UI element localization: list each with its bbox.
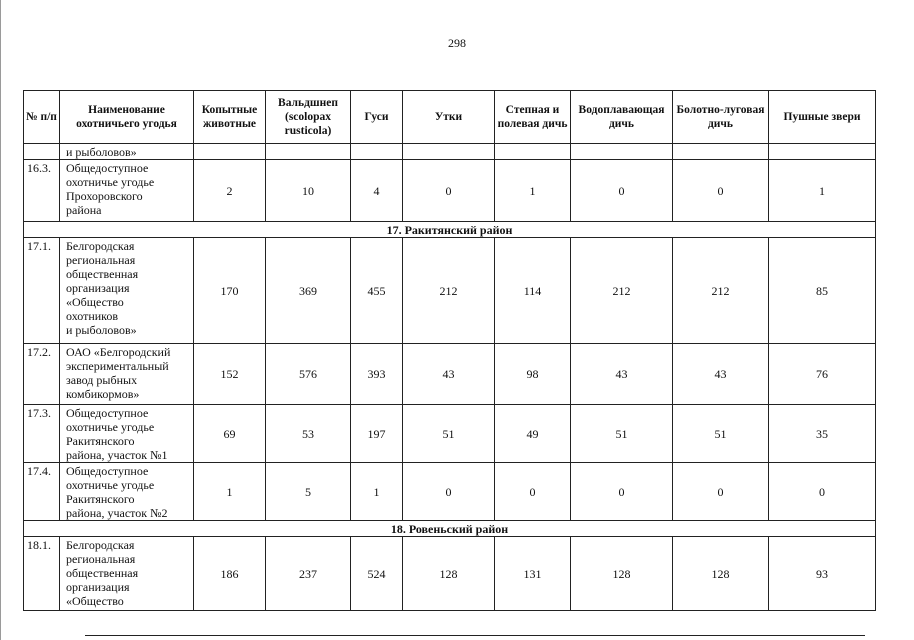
value-cell: 69 — [194, 405, 266, 463]
table-row — [24, 344, 876, 405]
table-cell — [24, 144, 60, 160]
name-line: Прохоровского — [66, 189, 143, 203]
name-line: района, участок №2 — [66, 506, 168, 520]
name-line: охотничье угодье — [66, 175, 155, 189]
header-cell: Пушные звери — [769, 91, 876, 144]
header-cell: Водоплавающая дичь — [571, 91, 673, 144]
table-cell — [351, 144, 403, 160]
name-line: организация — [66, 580, 130, 594]
table-row — [24, 160, 876, 222]
name-line: экспериментальный — [66, 359, 169, 373]
header-cell: Болотно-луговая дичь — [673, 91, 769, 144]
name-line: «Общество — [66, 295, 124, 309]
table-row — [24, 463, 876, 521]
table-cell — [194, 144, 266, 160]
value-cell: 369 — [266, 238, 351, 344]
row-number: 17.4. — [24, 463, 60, 521]
value-cell: 76 — [769, 344, 876, 405]
value-cell: 53 — [266, 405, 351, 463]
value-cell: 93 — [769, 537, 876, 611]
value-cell: 186 — [194, 537, 266, 611]
hunting-ground-name — [60, 405, 194, 463]
name-line: организация — [66, 281, 130, 295]
value-cell: 0 — [673, 463, 769, 521]
value-cell: 1 — [194, 463, 266, 521]
header-cell: № п/п — [24, 91, 60, 144]
value-cell: 212 — [403, 238, 495, 344]
table-cell — [266, 144, 351, 160]
value-cell: 212 — [571, 238, 673, 344]
row-number: 16.3. — [24, 160, 60, 222]
value-cell: 98 — [495, 344, 571, 405]
name-line: комбикормов» — [66, 387, 140, 401]
name-line: ОАО «Белгородский — [66, 345, 171, 359]
value-cell: 10 — [266, 160, 351, 222]
section-title: 18. Ровеньский район — [24, 521, 876, 537]
header-cell: Степная и полевая дичь — [495, 91, 571, 144]
table-row — [24, 238, 876, 344]
header-cell: Вальдшнеп (scolopax rusticola) — [266, 91, 351, 144]
value-cell: 5 — [266, 463, 351, 521]
table-cell — [495, 144, 571, 160]
value-cell: 237 — [266, 537, 351, 611]
row-number: 17.2. — [24, 344, 60, 405]
header-cell: Наименование охотничьего угодья — [60, 91, 194, 144]
value-cell: 0 — [495, 463, 571, 521]
table-cell — [571, 144, 673, 160]
value-cell: 128 — [571, 537, 673, 611]
value-cell: 170 — [194, 238, 266, 344]
value-cell: 51 — [403, 405, 495, 463]
continuation-row — [24, 144, 876, 160]
table-cell — [673, 144, 769, 160]
page-left-edge — [0, 0, 1, 640]
value-cell: 49 — [495, 405, 571, 463]
value-cell: 35 — [769, 405, 876, 463]
value-cell: 0 — [673, 160, 769, 222]
value-cell: 128 — [403, 537, 495, 611]
value-cell: 114 — [495, 238, 571, 344]
continuation-text: и рыболовов» — [60, 144, 194, 160]
name-line: Общедоступное — [66, 464, 149, 478]
value-cell: 524 — [351, 537, 403, 611]
value-cell: 2 — [194, 160, 266, 222]
name-line: Белгородская — [66, 239, 135, 253]
value-cell: 0 — [403, 463, 495, 521]
value-cell: 4 — [351, 160, 403, 222]
name-line: Общедоступное — [66, 161, 149, 175]
name-line: Белгородская — [66, 538, 135, 552]
value-cell: 576 — [266, 344, 351, 405]
value-cell: 0 — [571, 160, 673, 222]
name-line: охотничье угодье — [66, 478, 155, 492]
name-line: охотников — [66, 309, 119, 323]
section-title: 17. Ракитянский район — [24, 222, 876, 238]
row-number: 17.1. — [24, 238, 60, 344]
table-header-row — [24, 91, 876, 144]
value-cell: 128 — [673, 537, 769, 611]
name-line: завод рыбных — [66, 373, 138, 387]
name-line: района — [66, 203, 102, 217]
value-cell: 51 — [571, 405, 673, 463]
header-cell: Копытные животные — [194, 91, 266, 144]
name-line: охотничье угодье — [66, 420, 155, 434]
name-line: Ракитянского — [66, 492, 135, 506]
hunting-ground-name — [60, 238, 194, 344]
value-cell: 1 — [769, 160, 876, 222]
section-header-row — [24, 521, 876, 537]
value-cell: 0 — [769, 463, 876, 521]
header-cell: Гуси — [351, 91, 403, 144]
name-line: общественная — [66, 267, 139, 281]
value-cell: 0 — [403, 160, 495, 222]
value-cell: 85 — [769, 238, 876, 344]
value-cell: 131 — [495, 537, 571, 611]
value-cell: 1 — [351, 463, 403, 521]
value-cell: 197 — [351, 405, 403, 463]
name-line: Общедоступное — [66, 406, 149, 420]
value-cell: 152 — [194, 344, 266, 405]
name-line: региональная — [66, 552, 136, 566]
value-cell: 51 — [673, 405, 769, 463]
row-number: 18.1. — [24, 537, 60, 611]
value-cell: 43 — [403, 344, 495, 405]
bottom-rule — [85, 635, 865, 636]
hunting-ground-name — [60, 160, 194, 222]
value-cell: 43 — [571, 344, 673, 405]
name-line: Ракитянского — [66, 434, 135, 448]
header-cell: Утки — [403, 91, 495, 144]
hunting-ground-name — [60, 344, 194, 405]
name-line: и рыболовов» — [66, 323, 137, 337]
hunting-ground-name — [60, 537, 194, 611]
row-number: 17.3. — [24, 405, 60, 463]
game-statistics-table — [23, 90, 876, 611]
page-number: 298 — [448, 36, 466, 50]
value-cell: 393 — [351, 344, 403, 405]
name-line: «Общество — [66, 594, 124, 608]
name-line: региональная — [66, 253, 136, 267]
name-line: общественная — [66, 566, 139, 580]
table-row — [24, 405, 876, 463]
value-cell: 1 — [495, 160, 571, 222]
value-cell: 212 — [673, 238, 769, 344]
section-header-row — [24, 222, 876, 238]
value-cell: 455 — [351, 238, 403, 344]
table-row — [24, 537, 876, 611]
name-line: района, участок №1 — [66, 448, 168, 462]
value-cell: 0 — [571, 463, 673, 521]
value-cell: 43 — [673, 344, 769, 405]
table-cell — [769, 144, 876, 160]
hunting-ground-name — [60, 463, 194, 521]
table-cell — [403, 144, 495, 160]
